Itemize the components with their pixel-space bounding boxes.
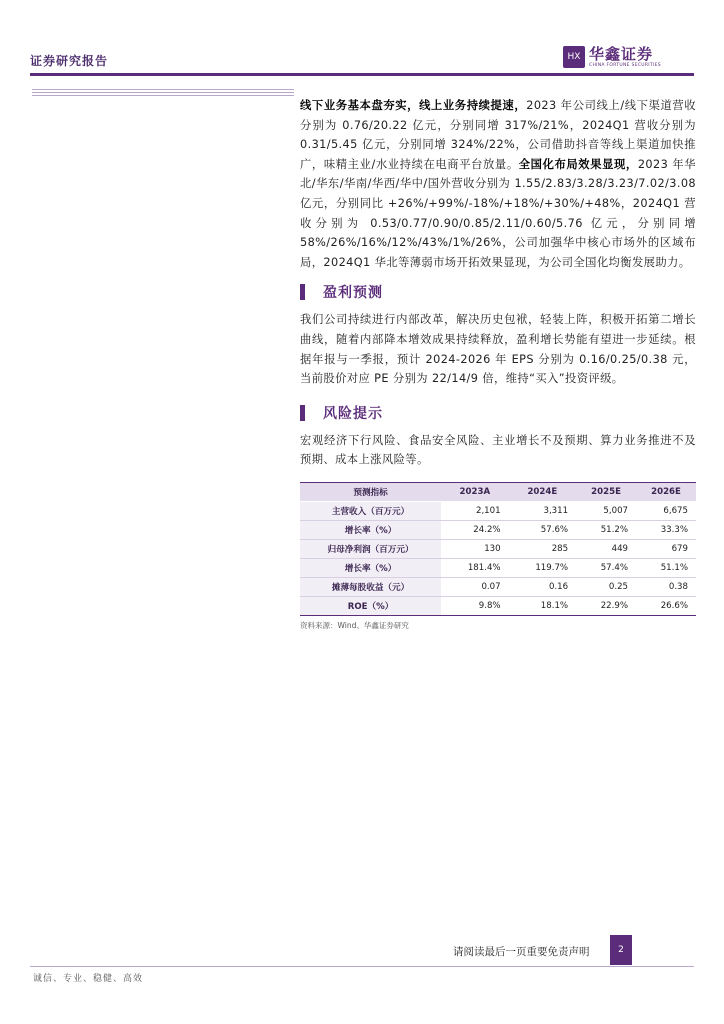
table-cell: 18.1% [509, 596, 577, 615]
lead-online-offline: 线下业务基本盘夯实，线上业务持续提速， [300, 99, 527, 112]
table-header-cell: 预测指标 [300, 482, 441, 501]
table-cell: 3,311 [509, 501, 577, 520]
table-cell: 5,007 [576, 501, 636, 520]
table-cell: 119.7% [509, 558, 577, 577]
table-cell: 0.07 [441, 577, 509, 596]
forecast-table [300, 482, 696, 616]
table-cell: 0.38 [636, 577, 696, 596]
table-cell: 57.6% [509, 520, 577, 539]
lead-national: 全国化布局效果显现， [518, 157, 638, 171]
table-cell: 51.2% [576, 520, 636, 539]
footer-divider [30, 966, 694, 967]
footer-motto: 诚信、专业、稳健、高效 [33, 974, 144, 984]
row-label: 归母净利润（百万元） [300, 539, 441, 558]
text-national: 2023 年华北/华东/华南/华西/华中/国外营收分别为 1.55/2.83/3.28/3.23/7.02/3.08 亿元，分别同比 +26%/+99%/-18%/+18%/+30%/+48%，2024Q1 营收分别为 0.53/0.77/0.90/0.85/2.11/0.60/5.76 亿元，分别同增 58%/26%/16%/12%/43%/1%/26%，公司加强华中核心市场外的区域布局，2024Q1 华北等薄弱市场开拓效果显现，为公司全国化均衡发展助力。 [300, 157, 696, 269]
table-cell: 285 [509, 539, 577, 558]
table-cell: 22.9% [576, 596, 636, 615]
section-marker-icon [300, 284, 305, 300]
section-earnings-forecast [300, 282, 696, 302]
section-marker-icon [300, 405, 305, 421]
table-cell: 9.8% [441, 596, 509, 615]
header-divider [30, 73, 694, 76]
table-cell: 679 [636, 539, 696, 558]
table-header-cell: 2023A [441, 482, 509, 501]
table-cell: 130 [441, 539, 509, 558]
table-cell: 24.2% [441, 520, 509, 539]
logo-name-en: CHINA FORTUNE SECURITIES [589, 63, 661, 68]
table-row [300, 501, 696, 520]
row-label: 增长率（%） [300, 520, 441, 539]
table-cell: 6,675 [636, 501, 696, 520]
table-cell: 57.4% [576, 558, 636, 577]
table-header-cell: 2026E [636, 482, 696, 501]
table-row [300, 539, 696, 558]
table-cell: 449 [576, 539, 636, 558]
logo-name-cn: 华鑫证券 [589, 45, 654, 63]
table-header-cell: 2024E [509, 482, 577, 501]
table-header-cell: 2025E [576, 482, 636, 501]
row-label: 增长率（%） [300, 558, 441, 577]
table-cell: 26.6% [636, 596, 696, 615]
paragraph-risk: 宏观经济下行风险、食品安全风险、主业增长不及预期、算力业务推进不及预期、成本上涨风险等。 [300, 433, 696, 467]
page-number: 2 [610, 935, 632, 965]
table-cell: 33.3% [636, 520, 696, 539]
row-label: 摊薄每股收益（元） [300, 577, 441, 596]
decorative-lines [32, 89, 294, 98]
table-source: 资料来源：Wind、华鑫证券研究 [300, 620, 409, 630]
section-title-forecast: 盈利预测 [323, 285, 383, 302]
logo-mark-icon: HX [563, 46, 585, 68]
table-header-row [300, 482, 696, 501]
text-online-offline: 2023 年公司线上/线下渠道营收分别为 0.76/20.22 亿元，分别同增 317%/21%，2024Q1 营收分别为 0.31/5.45 亿元，分别同增 324%/22%，公司借助抖音等线上渠道加快推广，味精主业/水业持续在电商平台放量。 [300, 99, 696, 171]
disclaimer-notice: 请阅读最后一页重要免责声明 [453, 946, 590, 958]
table-cell: 2,101 [441, 501, 509, 520]
row-label: 主营收入（百万元） [300, 501, 441, 520]
table-cell: 181.4% [441, 558, 509, 577]
paragraph-forecast: 我们公司持续进行内部改革，解决历史包袱，轻装上阵，积极开拓第二增长曲线，随着内部降本增效成果持续释放，盈利增长势能有望进一步延续。根据年报与一季报，预计 2024-2026 年 EPS 分别为 0.16/0.25/0.38 元，当前股价对应 PE 分别为 22/14/9 倍，维持“买入”投资评级。 [300, 313, 696, 386]
company-logo [563, 46, 661, 69]
main-content [300, 96, 696, 631]
table-row [300, 558, 696, 577]
table-row [300, 577, 696, 596]
row-label: ROE（%） [300, 596, 441, 615]
table-cell: 0.25 [576, 577, 636, 596]
table-cell: 51.1% [636, 558, 696, 577]
table-row [300, 596, 696, 615]
section-risk [300, 403, 696, 423]
table-row [300, 520, 696, 539]
section-title-risk: 风险提示 [323, 405, 383, 422]
report-type-title: 证券研究报告 [30, 54, 109, 68]
paragraph-channels [300, 96, 696, 272]
table-cell: 0.16 [509, 577, 577, 596]
